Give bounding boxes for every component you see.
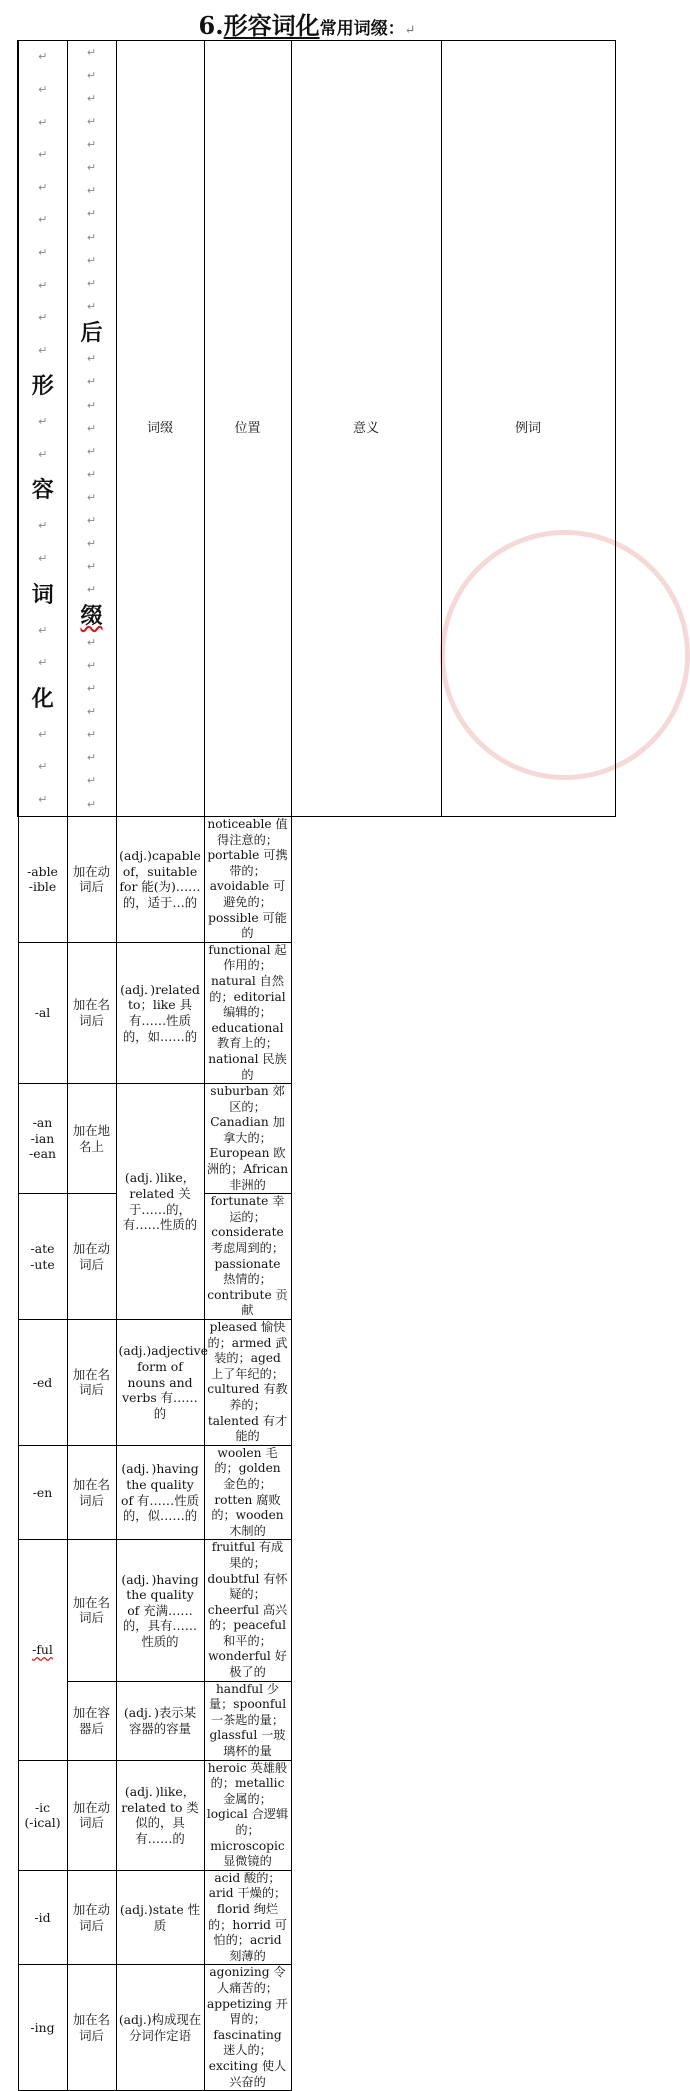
- side-column-2-stack: ↵ ↵ ↵ ↵ ↵ ↵ ↵ ↵ ↵ ↵ ↵ ↵ 后 ↵ ↵ ↵ ↵ ↵ ↵ ↵ ↵ ↵ ↵ ↵ 缀 ↵ ↵ ↵ ↵ ↵ ↵ ↵ ↵: [80, 45, 103, 811]
- header-row: [18, 41, 615, 817]
- table-row: [18, 1540, 615, 1681]
- header-meaning: 意义: [291, 41, 441, 817]
- suffix-cell: -an -ian -ean: [18, 1084, 67, 1194]
- suffix-table: [17, 40, 616, 2091]
- suffix-cell: -ic (-ical): [18, 1760, 67, 1870]
- suffix-cell: [18, 1540, 67, 1760]
- suffix-cell: -ing: [18, 1965, 67, 2091]
- meaning-cell: (adj．)having the quality of 有……性质的，似……的: [116, 1445, 204, 1540]
- page-title: [0, 6, 614, 41]
- table-row: [18, 1870, 615, 1965]
- suffix-cell: -en: [18, 1445, 67, 1540]
- meaning-cell: (adj．)like，related 关于……的，有……性质的: [116, 1084, 204, 1320]
- meaning-cell: (adj.)state 性质: [116, 1870, 204, 1965]
- position-cell: 加在地名上: [67, 1084, 116, 1194]
- side-column-1-stack: ↵ ↵ ↵ ↵ ↵ ↵ ↵ ↵ ↵ ↵ 形 ↵ ↵ 容 ↵ ↵ 词 ↵ ↵ 化 ↵ ↵ ↵: [31, 50, 54, 806]
- examples-cell: acid 酸的；arid 干燥的；florid 绚烂的；horrid 可怕的；acrid 刻薄的: [204, 1870, 291, 1965]
- examples-cell: functional 起作用的；natural 自然的；editorial 编辑的；educational 教育上的；national 民族的: [204, 942, 291, 1083]
- table-row: [18, 942, 615, 1083]
- side-char-1: 形: [31, 373, 54, 400]
- table-row: [18, 1320, 615, 1446]
- paragraph-mark: ↵: [404, 23, 416, 38]
- suffix-cell: -id: [18, 1870, 67, 1965]
- table-row: [18, 1681, 615, 1760]
- side-char-2: 容: [31, 477, 54, 504]
- side-char-5: 后: [80, 319, 103, 346]
- meaning-cell: (adj.)adjective form of nouns and verbs 有……的: [116, 1320, 204, 1446]
- title-number: 6.: [198, 11, 224, 40]
- meaning-cell: (adj.)capable of，suitable for 能(为)……的，适于…的: [116, 817, 204, 943]
- table-row: [18, 1084, 615, 1194]
- side-column-2: [67, 41, 116, 817]
- position-cell: 加在名词后: [67, 942, 116, 1083]
- meaning-cell: (adj.)构成现在分词作定语: [116, 1965, 204, 2091]
- examples-cell: fruitful 有成果的；doubtful 有怀疑的；cheerful 高兴的；peaceful 和平的；wonderful 好极了的: [204, 1540, 291, 1681]
- suffix-cell: -able -ible: [18, 817, 67, 943]
- examples-cell: agonizing 令人痛苦的；appetizing 开胃的；fascinating 迷人的；exciting 使人兴奋的: [204, 1965, 291, 2091]
- position-cell: 加在动词后: [67, 1870, 116, 1965]
- side-char-6: 缀: [80, 603, 103, 630]
- position-cell: 加在名词后: [67, 1540, 116, 1681]
- table-row: [18, 817, 615, 943]
- table-row: [18, 1445, 615, 1540]
- suffix-text: -ful: [32, 1642, 53, 1658]
- header-suffix: 词缀: [116, 41, 204, 817]
- examples-cell: heroic 英雄般的；metallic 金属的；logical 合逻辑的；microscopic 显微镜的: [204, 1760, 291, 1870]
- table-row: [18, 1965, 615, 2091]
- table-row: [18, 1760, 615, 1870]
- suffix-cell: -al: [18, 942, 67, 1083]
- meaning-cell: (adj．)related to；like 具有……性质的，如……的: [116, 942, 204, 1083]
- suffix-cell: -ed: [18, 1320, 67, 1446]
- position-cell: 加在名词后: [67, 1445, 116, 1540]
- examples-cell: noticeable 值得注意的；portable 可携带的；avoidable 可避免的；possible 可能的: [204, 817, 291, 943]
- title-sub: 常用词缀：: [319, 19, 405, 39]
- title-main: 形容词化: [223, 11, 320, 40]
- meaning-cell: (adj．)like，related to 类似的，具有……的: [116, 1760, 204, 1870]
- position-cell: 加在名词后: [67, 1965, 116, 2091]
- examples-cell: woolen 毛的；golden 金色的；rotten 腐败的；wooden 木制的: [204, 1445, 291, 1540]
- position-cell: 加在名词后: [67, 1320, 116, 1446]
- meaning-cell: (adj．)表示某容器的容量: [116, 1681, 204, 1760]
- header-examples: 例词: [441, 41, 615, 817]
- position-cell: 加在动词后: [67, 1760, 116, 1870]
- header-position: 位置: [204, 41, 291, 817]
- position-cell: 加在容器后: [67, 1681, 116, 1760]
- position-cell: 加在动词后: [67, 817, 116, 943]
- side-char-3: 词: [31, 581, 54, 608]
- meaning-cell: (adj．)having the quality of 充满……的，具有……性质的: [116, 1540, 204, 1681]
- side-column-1: [18, 41, 67, 817]
- examples-cell: pleased 愉快的；armed 武装的；aged 上了年纪的；cultured 有教养的；talented 有才能的: [204, 1320, 291, 1446]
- examples-cell: handful 少量；spoonful 一茶匙的量；glassful 一玻璃杯的量: [204, 1681, 291, 1760]
- position-cell: 加在动词后: [67, 1194, 116, 1320]
- examples-cell: fortunate 幸运的；considerate 考虑周到的；passionate 热情的；contribute 贡献: [204, 1194, 291, 1320]
- suffix-cell: -ate -ute: [18, 1194, 67, 1320]
- side-char-4: 化: [31, 685, 54, 712]
- table-row: [18, 1194, 615, 1320]
- examples-cell: suburban 郊区的；Canadian 加拿大的；European 欧洲的；African 非洲的: [204, 1084, 291, 1194]
